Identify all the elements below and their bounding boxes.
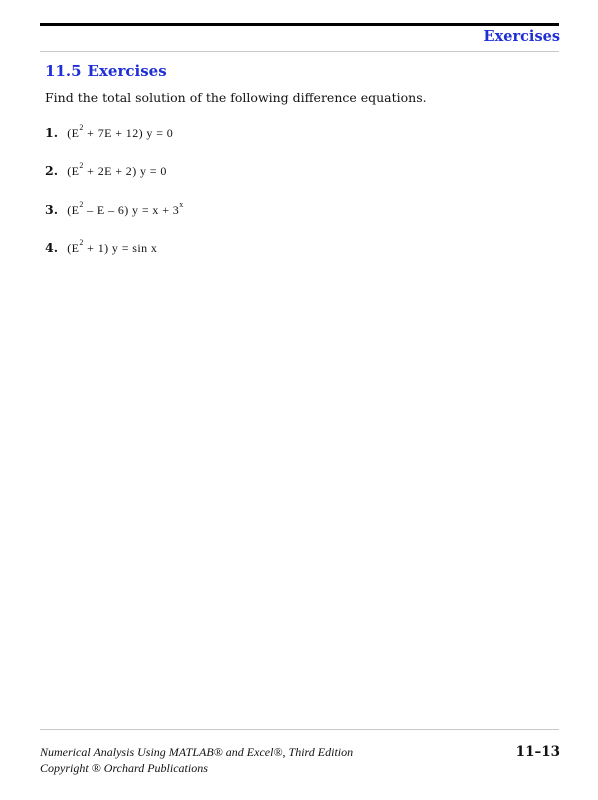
exercise-number: 1. <box>45 125 59 140</box>
equation-exponent: 2 <box>79 161 84 170</box>
exercise-equation <box>67 123 174 140</box>
page-number: 11–13 <box>515 744 560 760</box>
exercise-number: 2. <box>45 163 59 178</box>
equation-part: (E <box>67 126 80 140</box>
instructions-text: Find the total solution of the following difference equations. <box>45 90 427 105</box>
exercise-item <box>45 240 157 256</box>
header-divider <box>40 51 559 52</box>
exercise-equation <box>67 200 184 217</box>
equation-exponent: x <box>179 200 184 209</box>
footer-divider <box>40 729 559 730</box>
footer-book-title: Numerical Analysis Using MATLAB® and Excel®, Third Edition <box>40 745 354 759</box>
running-header-title: Exercises <box>483 28 560 45</box>
exercise-number: 3. <box>45 202 59 217</box>
equation-part: + 2E + 2) y = 0 <box>83 164 167 178</box>
equation-part: (E <box>67 203 80 217</box>
footer-copyright: Copyright ® Orchard Publications <box>40 761 208 775</box>
equation-part: (E <box>67 241 80 255</box>
section-heading <box>45 62 167 80</box>
exercise-equation <box>67 161 167 178</box>
exercise-equation <box>67 238 158 255</box>
exercise-number: 4. <box>45 240 59 255</box>
equation-exponent: 2 <box>79 200 84 209</box>
exercise-item <box>45 125 173 141</box>
equation-exponent: 2 <box>79 123 84 132</box>
equation-part: + 7E + 12) y = 0 <box>83 126 174 140</box>
exercise-item <box>45 202 184 218</box>
equation-part: (E <box>67 164 80 178</box>
section-number: 11.5 <box>45 62 82 80</box>
equation-part: + 1) y = sin x <box>83 241 158 255</box>
exercise-item <box>45 163 167 179</box>
top-rule <box>40 23 559 26</box>
section-title: Exercises <box>87 62 167 80</box>
equation-part: – E – 6) y = x + 3 <box>83 203 180 217</box>
equation-exponent: 2 <box>79 238 84 247</box>
